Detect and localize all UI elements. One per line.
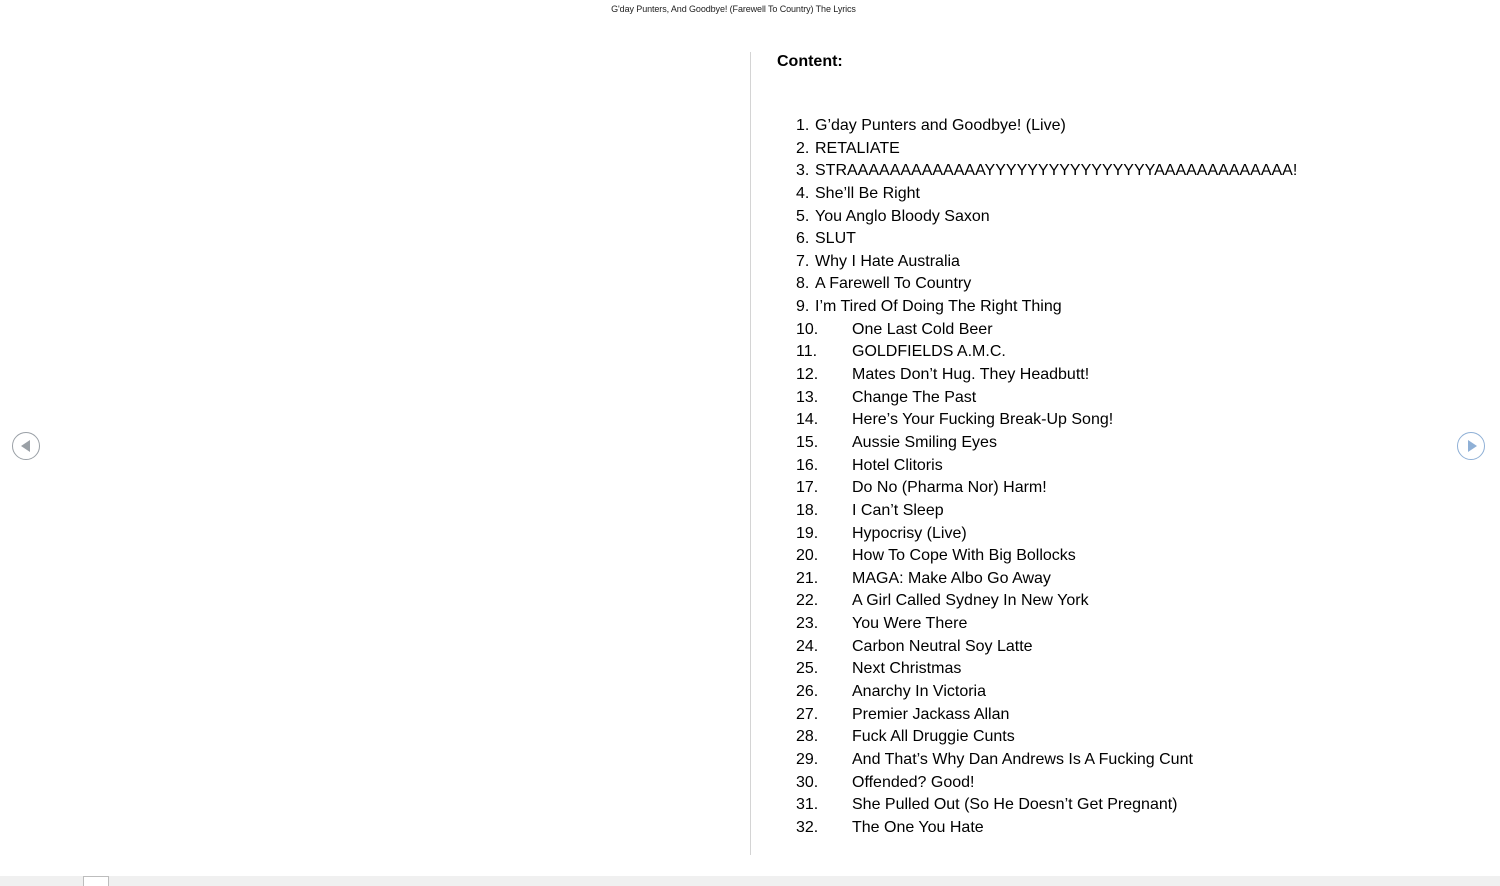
toc-item-number: 28. (796, 728, 819, 746)
toc-item-title: G’day Punters and Goodbye! (Live) (815, 117, 1066, 134)
toc-item[interactable] (796, 341, 1297, 364)
toc-item[interactable] (796, 613, 1297, 636)
toc-item-number: 9. (796, 298, 810, 316)
toc-item[interactable] (796, 183, 1297, 206)
toc-item-title: Do No (Pharma Nor) Harm! (852, 479, 1047, 497)
toc-item[interactable] (796, 500, 1297, 523)
toc-item-title: Here’s Your Fucking Break-Up Song! (852, 411, 1114, 429)
toc-item-title: SLUT (815, 230, 856, 248)
toc-item-title: Mates Don’t Hug. They Headbutt! (852, 366, 1090, 384)
chevron-right-icon (1468, 440, 1477, 452)
toc-item-title: How To Cope With Big Bollocks (852, 547, 1076, 565)
toc-item-title: And That’s Why Dan Andrews Is A Fucking Cunt (852, 750, 1193, 768)
toc-item[interactable] (796, 749, 1297, 772)
toc-item-title: Offended? Good! (852, 773, 975, 791)
toc-item-title: She’ll Be Right (815, 184, 920, 202)
toc-item[interactable] (796, 251, 1297, 274)
toc-item-number: 6. (796, 230, 810, 248)
toc-item-number: 3. (796, 162, 810, 180)
toc-item-number: 29. (796, 750, 819, 768)
toc-item-title: Hypocrisy (Live) (852, 524, 967, 542)
toc-item-number: 32. (796, 818, 819, 836)
toc-item[interactable] (796, 455, 1297, 478)
toc-item-number: 15. (796, 433, 819, 451)
toc-item-title: A Girl Called Sydney In New York (852, 592, 1089, 610)
toc-item[interactable] (796, 658, 1297, 681)
toc-item[interactable] (796, 726, 1297, 749)
toc-item-number: 31. (796, 796, 819, 814)
toc-item-title: Change The Past (852, 388, 977, 406)
previous-page-button[interactable] (12, 432, 40, 460)
toc-item-number: 30. (796, 773, 819, 791)
toc-item-number: 26. (796, 683, 819, 701)
toc-item-number: 14. (796, 411, 819, 429)
document-title: G'day Punters, And Goodbye! (Farewell To Country) The Lyrics (611, 4, 856, 14)
toc-item-title: Why I Hate Australia (815, 252, 960, 270)
toc-item-title: A Farewell To Country (815, 275, 972, 293)
toc-item[interactable] (796, 387, 1297, 410)
toc-item-title: Premier Jackass Allan (852, 705, 1010, 723)
toc-item-number: 7. (796, 252, 810, 270)
toc-item[interactable] (796, 636, 1297, 659)
toc-item-number: 16. (796, 456, 819, 474)
toc-item[interactable] (796, 772, 1297, 795)
toc-item-number: 17. (796, 479, 819, 497)
toc-item[interactable] (796, 681, 1297, 704)
toc-item-number: 20. (796, 547, 819, 565)
toc-item[interactable] (796, 477, 1297, 500)
toc-item[interactable] (796, 794, 1297, 817)
toc-item-title: The One You Hate (852, 818, 984, 836)
toc-item-number: 25. (796, 660, 819, 678)
toc-item[interactable] (796, 409, 1297, 432)
toc-item-title: Hotel Clitoris (852, 456, 943, 474)
toc-item-title: I’m Tired Of Doing The Right Thing (815, 298, 1062, 316)
toc-item-number: 23. (796, 615, 819, 633)
next-page-button[interactable] (1457, 432, 1485, 460)
toc-item-number: 4. (796, 184, 810, 202)
toc-item-title: You Were There (852, 615, 968, 633)
toc-item[interactable] (796, 115, 1297, 138)
toc-item[interactable] (796, 704, 1297, 727)
toc-item-title: One Last Cold Beer (852, 320, 993, 338)
toc-item[interactable] (796, 817, 1297, 840)
page-divider (750, 52, 751, 855)
toc-item-title: GOLDFIELDS A.M.C. (852, 343, 1006, 361)
toc-item-number: 18. (796, 501, 819, 519)
toc-item[interactable] (796, 296, 1297, 319)
toc-item-number: 5. (796, 207, 810, 225)
toc-item-number: 10. (796, 320, 819, 338)
toc-item[interactable] (796, 273, 1297, 296)
table-of-contents (796, 115, 1297, 840)
toc-item-number: 1. (796, 117, 810, 134)
toc-item-title: Fuck All Druggie Cunts (852, 728, 1015, 746)
chevron-left-icon (21, 440, 30, 452)
toc-item-number: 27. (796, 705, 819, 723)
toc-item[interactable] (796, 545, 1297, 568)
toc-item-number: 2. (796, 139, 810, 157)
page-thumbnail-tab[interactable] (83, 876, 109, 886)
toc-item[interactable] (796, 364, 1297, 387)
toc-item-title: RETALIATE (815, 139, 900, 157)
toc-item-number: 13. (796, 388, 819, 406)
toc-item-title: MAGA: Make Albo Go Away (852, 569, 1051, 587)
toc-item-title: Next Christmas (852, 660, 962, 678)
toc-item-title: Aussie Smiling Eyes (852, 433, 997, 451)
toc-item-number: 24. (796, 637, 819, 655)
toc-item-number: 12. (796, 366, 819, 384)
toc-item-number: 11. (796, 343, 818, 361)
toc-item-number: 22. (796, 592, 819, 610)
toc-item-title: Carbon Neutral Soy Latte (852, 637, 1033, 655)
toc-item[interactable] (796, 523, 1297, 546)
toc-item-title: Anarchy In Victoria (852, 683, 986, 701)
toc-item-number: 19. (796, 524, 819, 542)
toc-item[interactable] (796, 160, 1297, 183)
toc-item-title: You Anglo Bloody Saxon (815, 207, 990, 225)
toc-item[interactable] (796, 228, 1297, 251)
toc-item[interactable] (796, 138, 1297, 161)
content-heading: Content: (777, 53, 843, 70)
toc-item[interactable] (796, 432, 1297, 455)
toc-item-number: 21. (796, 569, 819, 587)
toc-item[interactable] (796, 590, 1297, 613)
toc-item-title: STRAAAAAAAAAAAAAYYYYYYYYYYYYYYYYAAAAAAAAAAAAA! (815, 162, 1298, 180)
toc-item[interactable] (796, 319, 1297, 342)
toc-item-title: I Can’t Sleep (852, 501, 944, 519)
toc-item-title: She Pulled Out (So He Doesn’t Get Pregnant) (852, 796, 1178, 814)
bottom-scrollbar[interactable] (0, 876, 1500, 886)
toc-item[interactable] (796, 206, 1297, 229)
toc-item[interactable] (796, 568, 1297, 591)
toc-item-number: 8. (796, 275, 810, 293)
